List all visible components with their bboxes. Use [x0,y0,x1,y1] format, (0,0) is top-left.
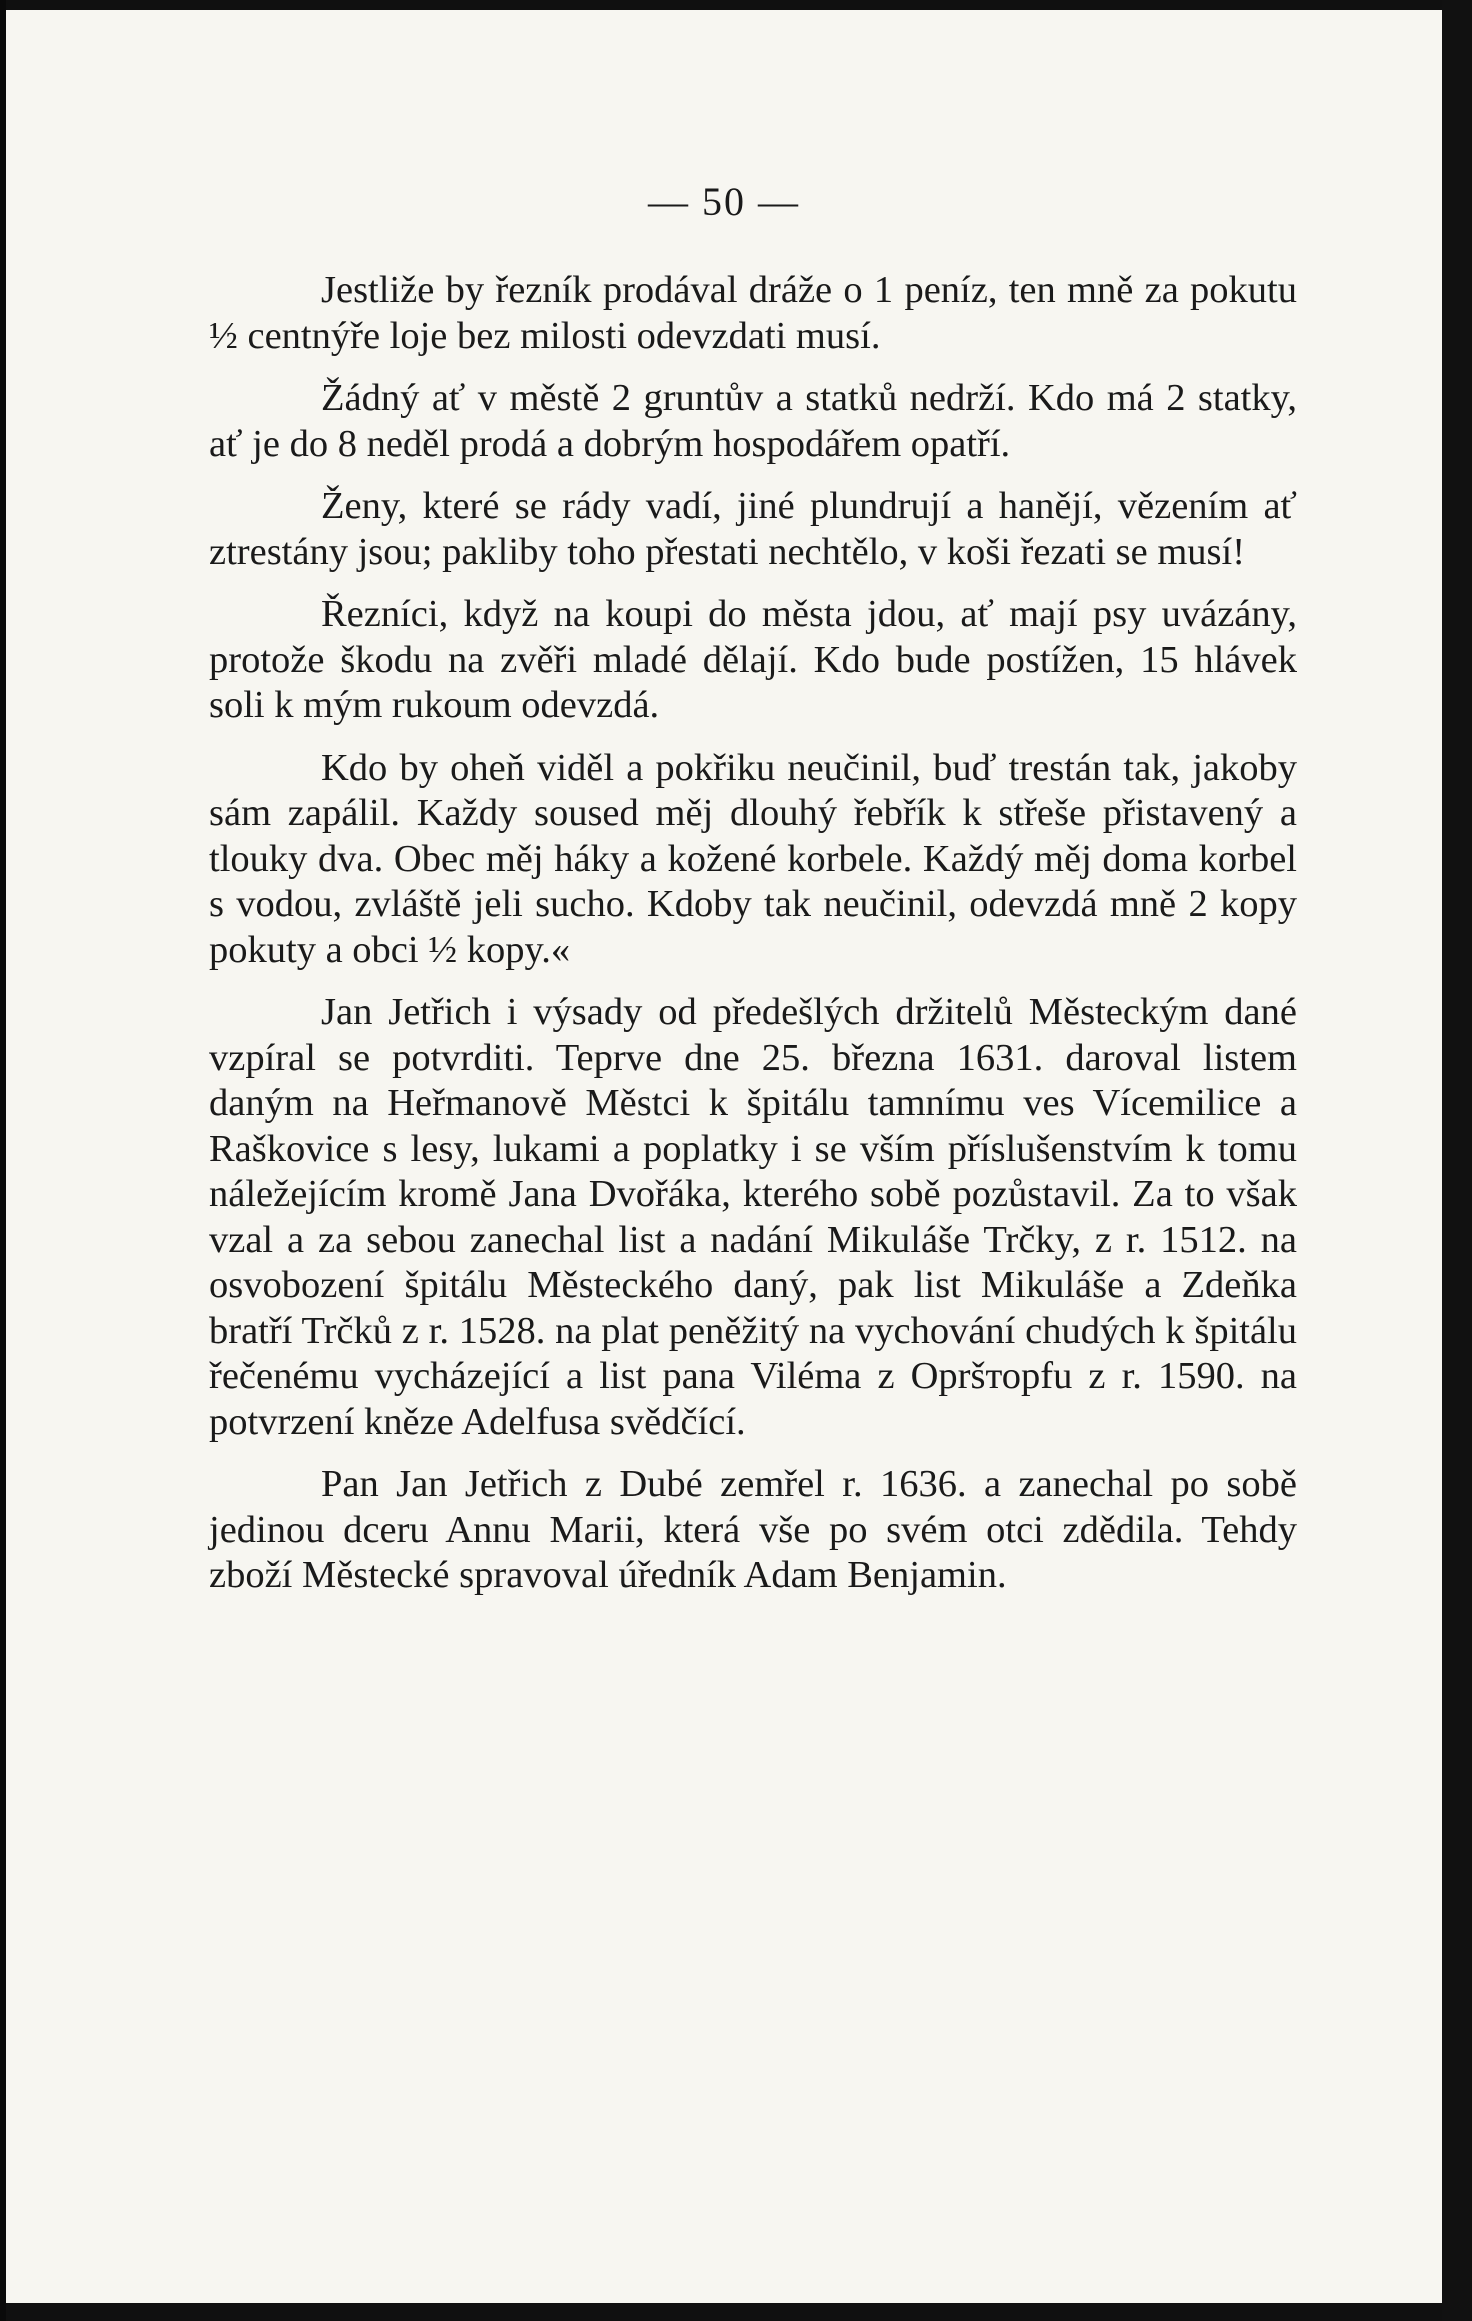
paragraph-jan-jetrich-privileges: Jan Jetřich i výsady od předešlých držitelů Městeckým dané vzpíral se potvrditi. Teprve dne 25. března 1631. daroval listem daným na Heřmanově Městci k špitálu tamnímu ves Vícemilice a Raškovice s lesy, lukami a poplatky i se vším příslušenstvím k tomu náležejícím kromě Jana Dvořáka, kterého sobě pozůstavil. Za to však vzal a za sebou zanechal list a nadání Mikuláše Trčky, z r. 1512. na osvobození špitálu Městeckého daný, pak list Mikuláše a Zdeňka bratří Trčků z r. 1528. na plat peněžitý na vychování chudých k špitálu řečenému vycházející a list pana Viléma z Opršторfu z r. 1590. na potvrzení kněze Adelfusa svědčící. [209,991,1297,1443]
paragraph-butcher-dogs: Řezníci, když na koupi do města jdou, ať mají psy uvázány, protože škodu na zvěři mladé dělají. Kdo bude postížen, 15 hlávek soli k mým rukoum odevzdá. [209,593,1297,726]
book-page [6,0,1442,2321]
paragraph-jan-jetrich-death: Pan Jan Jetřich z Dubé zemřel r. 1636. a zanechal po sobě jedinou dceru Annu Marii, která vše po svém otci zdědila. Tehdy zboží Městecké spravoval úředník Adam Benjamin. [209,1463,1297,1596]
page-number: — 50 — [648,179,800,224]
right-page-edge [1442,0,1472,2321]
paragraph-fire-rules: Kdo by oheň viděl a pokřiku neučinil, buď trestán tak, jakoby sám zapálil. Každy soused měj dlouhý řebřík k střeše přistavený a tlouky dva. Obec měj háky a kožené korbele. Každý měj doma korbel s vodou, zvláště jeli sucho. Kdoby tak neučinil, odevzdá mně 2 kopy pokuty a obci ½ kopy.« [209,746,1297,971]
paragraph-butcher-fine: Jestliže by řezník prodával dráže o 1 peníz, ten mně za pokutu ½ centnýře loje bez milosti odevzdati musí. [209,269,1297,357]
body-text [209,268,1297,1616]
paragraph-land-holdings: Žádný ať v městě 2 gruntův a statků nedrží. Kdo má 2 statky, ať je do 8 neděl prodá a dobrým hospodářem opatří. [209,377,1297,465]
paragraph-quarrelsome-women: Ženy, které se rády vadí, jiné plundrují a hanějí, vězením ať ztrestány jsou; pakliby toho přestati nechtělo, v koši řezati se musí! [209,485,1297,573]
